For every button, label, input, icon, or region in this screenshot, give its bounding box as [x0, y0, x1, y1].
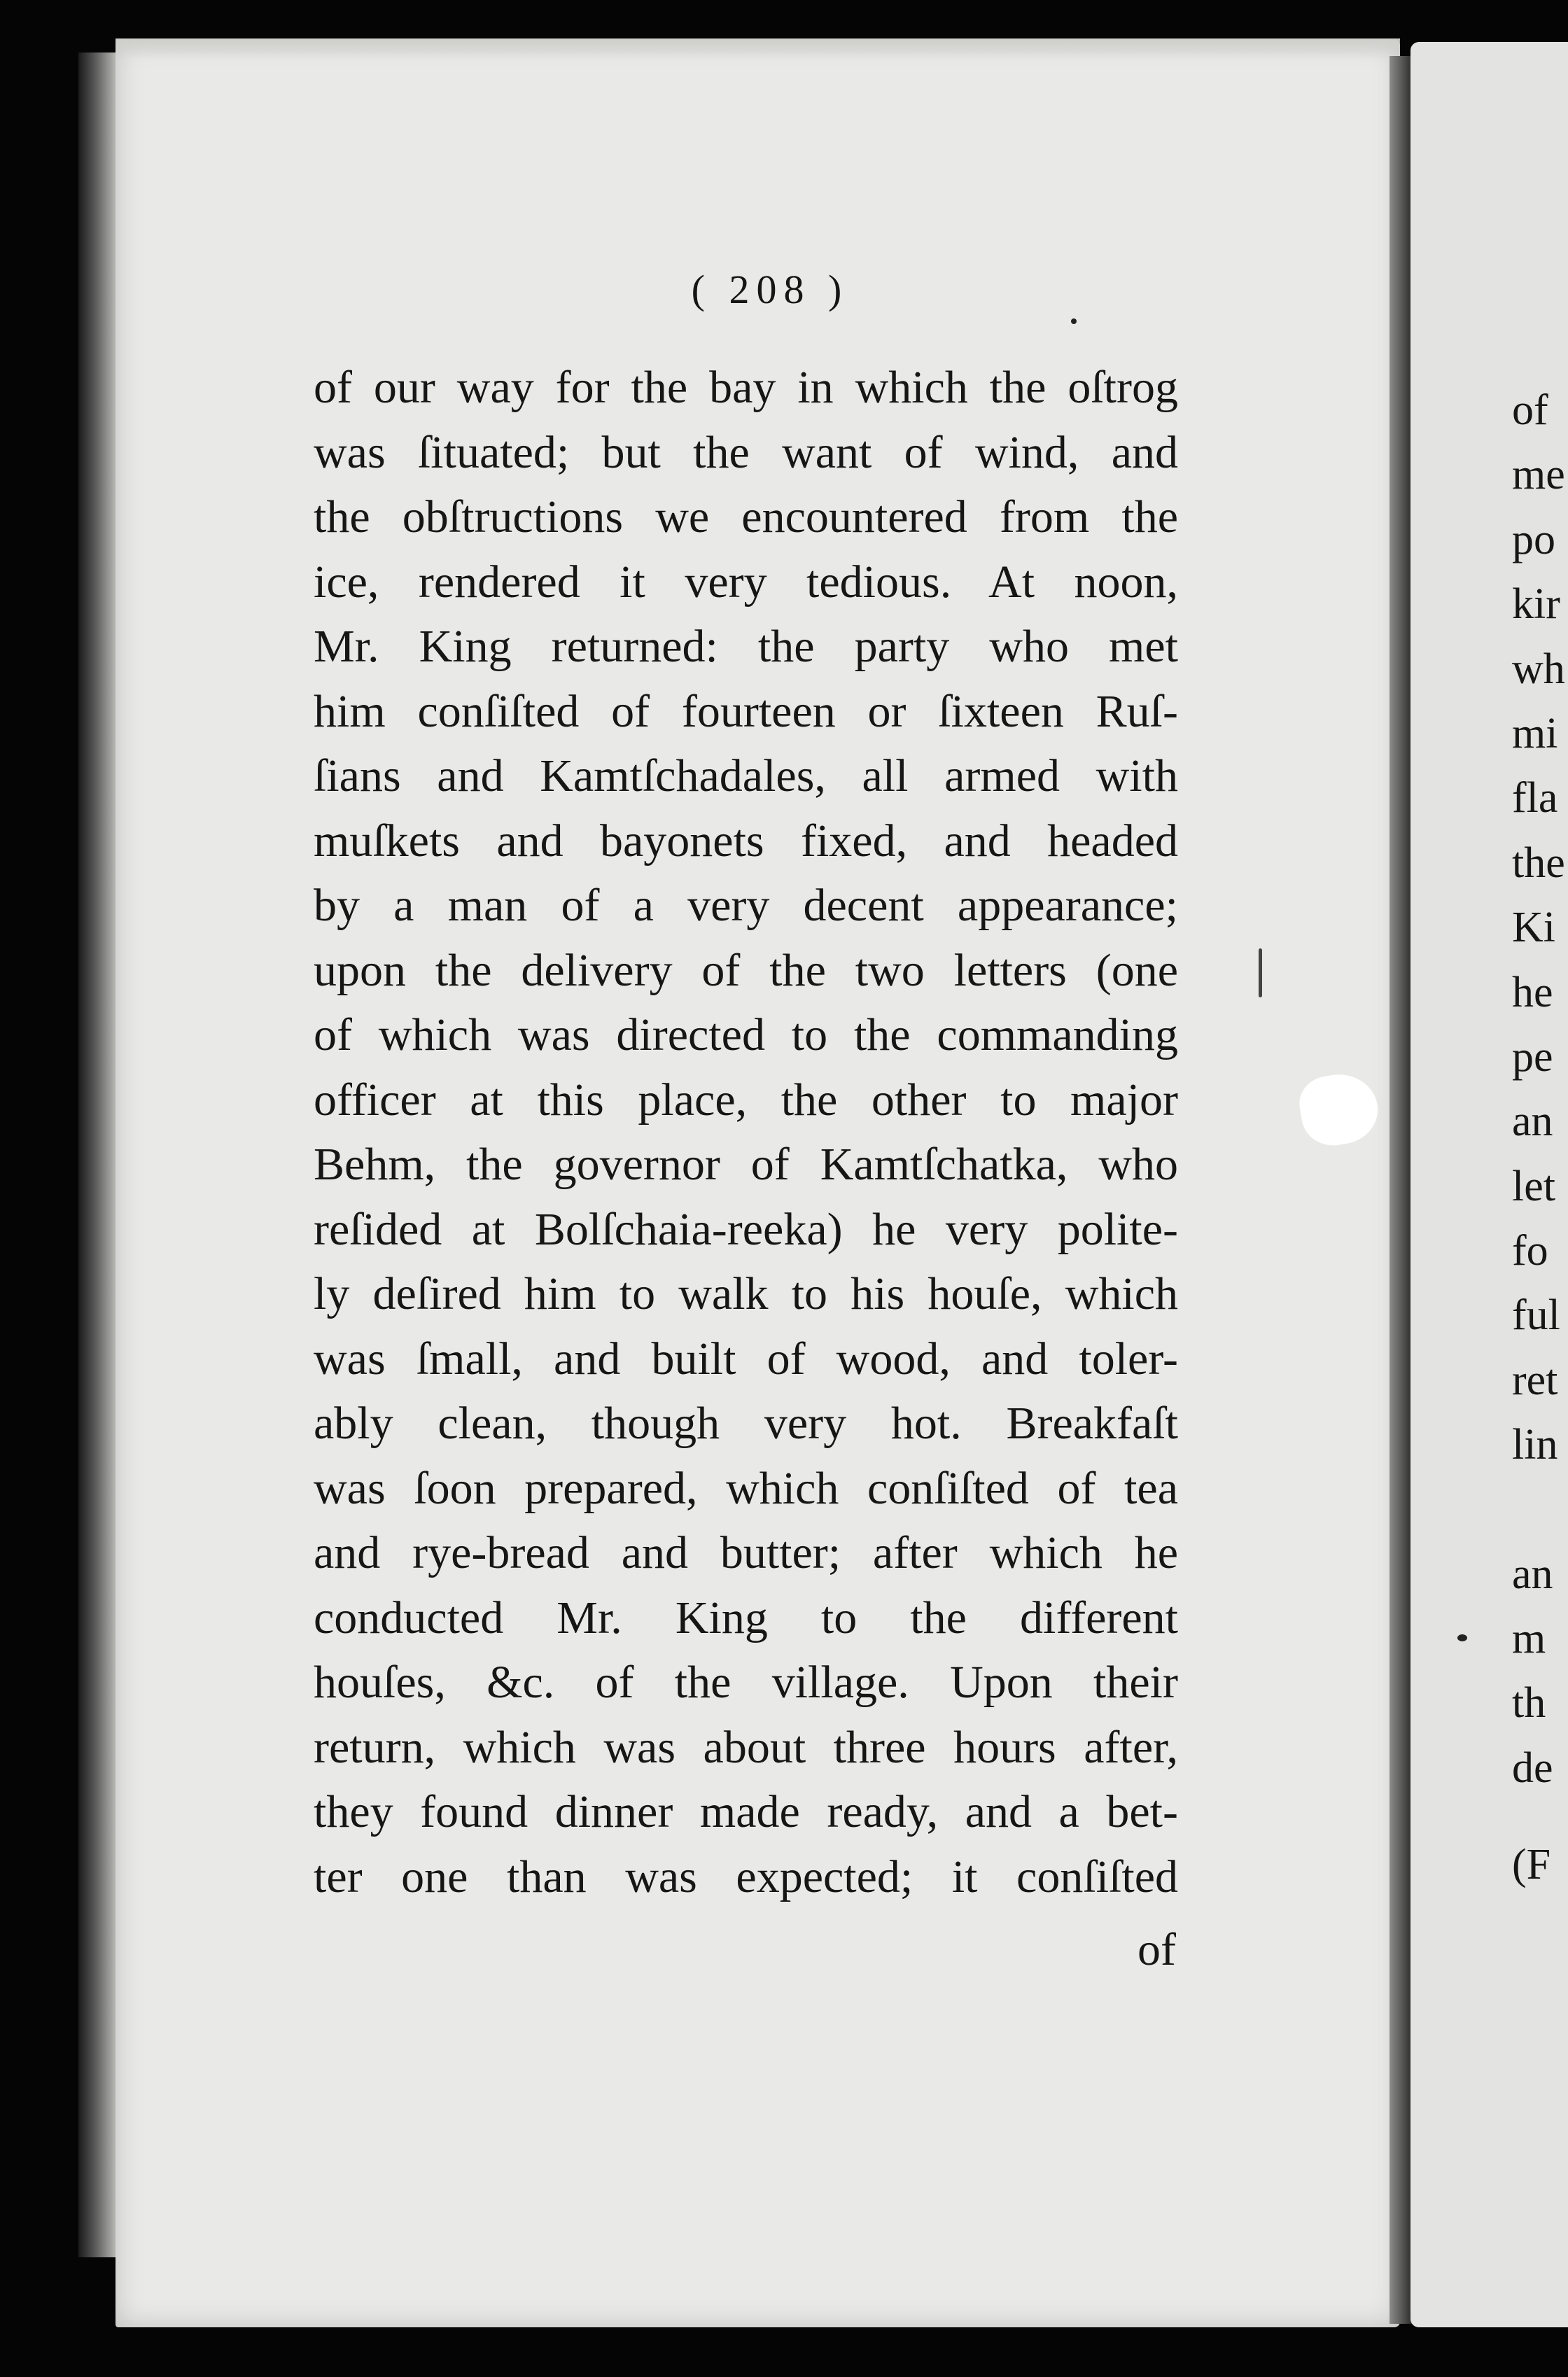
- text-line: reſided at Bolſchaia-reeka) he very polite-: [314, 1203, 1178, 1255]
- text-line: Behm, the governor of Kamtſchatka, who: [314, 1139, 1178, 1190]
- facing-text-fragment: the: [1512, 839, 1565, 887]
- body-text: [314, 356, 1178, 1909]
- ink-speck: [1071, 318, 1077, 324]
- facing-text-fragment: pe: [1512, 1032, 1553, 1081]
- text-line: was ſituated; but the want of wind, and: [314, 426, 1178, 478]
- facing-text-fragment: m: [1512, 1615, 1546, 1663]
- facing-text-fragment: lin: [1512, 1421, 1558, 1469]
- facing-text-fragment: let: [1512, 1162, 1555, 1210]
- facing-text-fragment: po: [1512, 515, 1555, 563]
- book-binding-edge: [78, 52, 120, 2257]
- text-line: the obſtructions we encountered from the: [314, 491, 1178, 542]
- text-line: upon the delivery of the two letters (one: [314, 944, 1178, 996]
- facing-text-fragment: of: [1512, 386, 1548, 434]
- text-line: was ſoon prepared, which conſiſted of tea: [314, 1462, 1178, 1514]
- text-line: by a man of a very decent appearance;: [314, 880, 1178, 931]
- text-line: of our way for the bay in which the oſtrog: [314, 362, 1178, 413]
- text-line: and rye-bread and butter; after which he: [314, 1527, 1178, 1578]
- facing-text-fragment: wh: [1512, 645, 1565, 693]
- text-line: they found dinner made ready, and a bet-: [314, 1786, 1178, 1837]
- facing-text-fragment: me: [1512, 451, 1565, 499]
- text-line: ably clean, though very hot. Breakfaſt: [314, 1398, 1178, 1449]
- facing-text-fragment: ful: [1512, 1291, 1560, 1340]
- facing-text-fragment: Ki: [1512, 904, 1555, 952]
- text-line: ſians and Kamtſchadales, all armed with: [314, 750, 1178, 801]
- text-line: conducted Mr. King to the different: [314, 1592, 1178, 1643]
- text-line: ter one than was expected; it conſiſted: [314, 1851, 1178, 1902]
- text-line: houſes, &c. of the village. Upon their: [314, 1657, 1178, 1708]
- text-line: ly deſired him to walk to his houſe, which: [314, 1268, 1178, 1319]
- ink-speck: [1457, 1634, 1467, 1641]
- text-line: muſkets and bayonets fixed, and headed: [314, 815, 1178, 867]
- catchword: of: [1138, 1924, 1176, 1975]
- text-line: officer at this place, the other to major: [314, 1074, 1178, 1126]
- facing-text-fragment: an: [1512, 1550, 1553, 1598]
- facing-text-fragment: th: [1512, 1679, 1546, 1727]
- page-number-header: ( 208 ): [691, 267, 849, 312]
- text-line: of which was directed to the commanding: [314, 1009, 1178, 1060]
- facing-text-fragment: an: [1512, 1098, 1553, 1146]
- facing-text-fragment: ret: [1512, 1356, 1558, 1404]
- facing-text-fragment: he: [1512, 968, 1553, 1016]
- text-line: Mr. King returned: the party who met: [314, 621, 1178, 672]
- ink-speck: [1259, 948, 1262, 997]
- text-line: him conſiſted of fourteen or ſixteen Ruſ-: [314, 685, 1178, 737]
- text-line: return, which was about three hours after,: [314, 1721, 1178, 1773]
- text-line: ice, rendered it very tedious. At noon,: [314, 556, 1178, 608]
- facing-text-fragment: (F: [1512, 1841, 1551, 1889]
- facing-text-fragment: mi: [1512, 709, 1558, 757]
- facing-text-fragment: fo: [1512, 1227, 1548, 1275]
- facing-text-fragment: kir: [1512, 580, 1560, 629]
- facing-page-text: [1512, 378, 1568, 1898]
- facing-text-fragment: de: [1512, 1744, 1553, 1792]
- text-line: was ſmall, and built of wood, and toler-: [314, 1333, 1178, 1384]
- facing-text-fragment: fla: [1512, 774, 1558, 822]
